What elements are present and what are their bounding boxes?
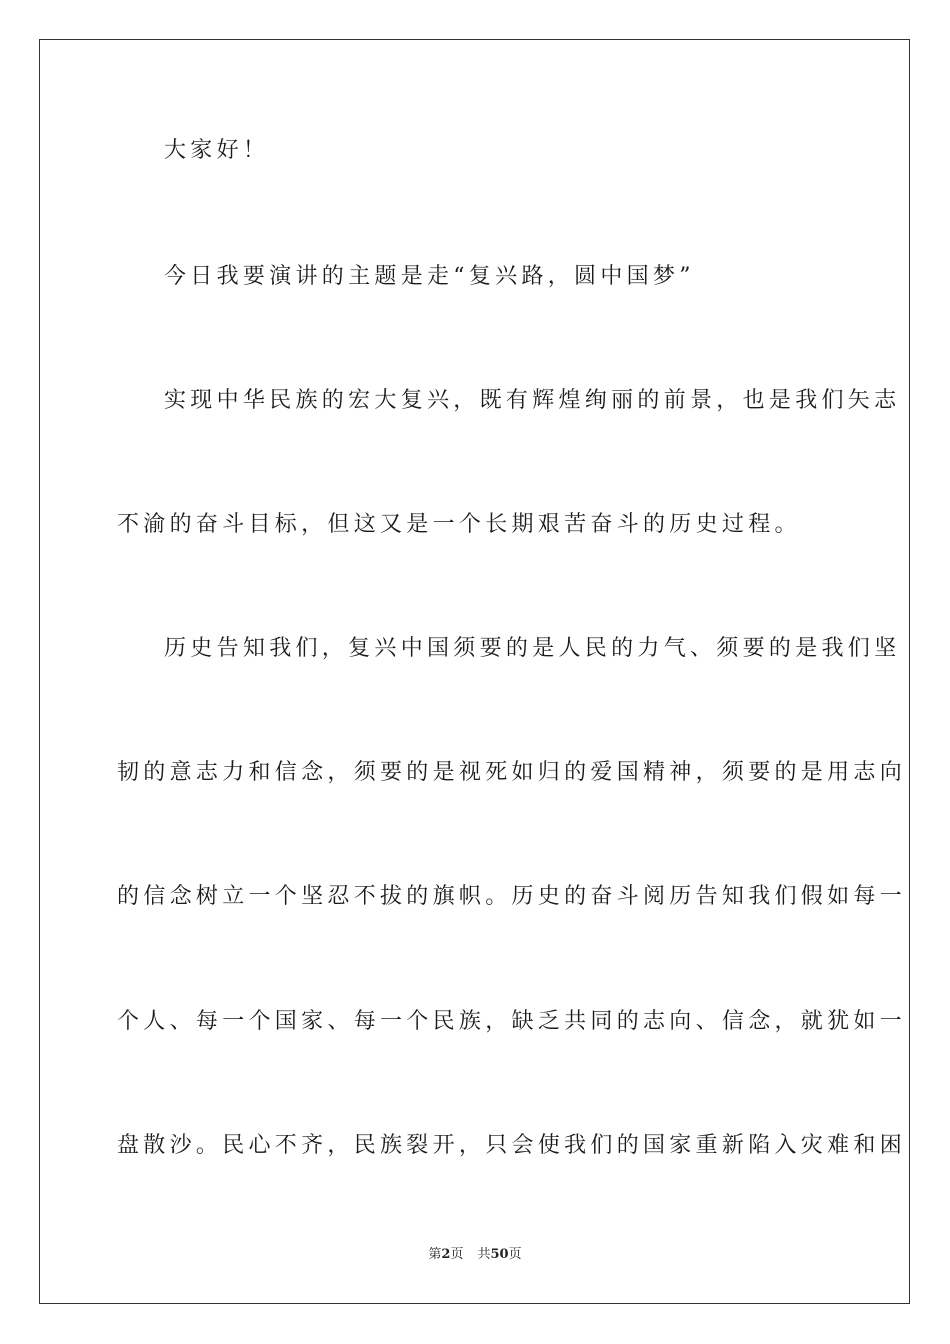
topic-line: 今日我要演讲的主题是走“复兴路，圆中国梦” (164, 264, 695, 289)
page-unit: 页 (450, 1247, 464, 1262)
page-total: 50 (490, 1247, 509, 1262)
paragraph-1-line-1: 实现中华民族的宏大复兴，既有辉煌绚丽的前景，也是我们矢志 (164, 388, 901, 413)
total-unit: 页 (508, 1247, 522, 1262)
page-footer (0, 1246, 950, 1264)
paragraph-2-line-4: 个人、每一个国家、每一个民族，缺乏共同的志向、信念，就犹如一 (117, 1009, 907, 1034)
page-current: 2 (441, 1247, 451, 1262)
paragraph-2-line-2: 韧的意志力和信念，须要的是视死如归的爱国精神，须要的是用志向 (117, 760, 907, 785)
paragraph-1-line-2: 不渝的奋斗目标，但这又是一个长期艰苦奋斗的历史过程。 (117, 512, 801, 537)
greeting-line: 大家好！ (164, 138, 270, 163)
paragraph-2-line-1: 历史告知我们，复兴中国须要的是人民的力气、须要的是我们坚 (164, 636, 901, 661)
paragraph-2-line-3: 的信念树立一个坚忍不拔的旗帜。历史的奋斗阅历告知我们假如每一 (117, 884, 907, 909)
total-prefix: 共 (477, 1247, 491, 1262)
paragraph-2-line-5: 盘散沙。民心不齐，民族裂开，只会使我们的国家重新陷入灾难和困 (117, 1133, 907, 1158)
page-prefix: 第 (428, 1247, 442, 1262)
page-border (39, 39, 910, 1304)
